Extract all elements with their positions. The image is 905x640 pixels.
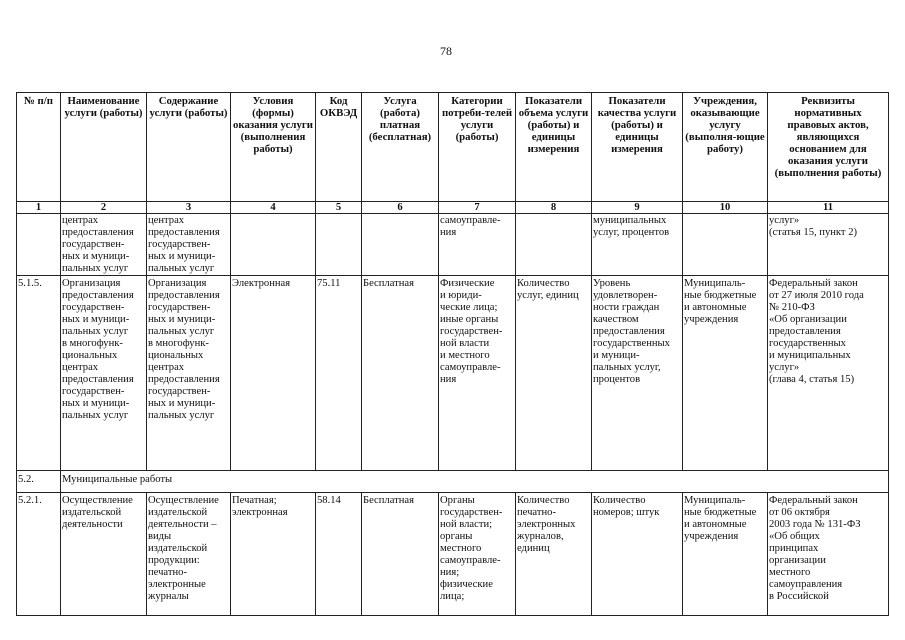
header-cell: Условия (формы) оказания услуги (выполнения работы) [231,93,316,202]
table-cell: 58.14 [316,493,362,616]
table-cell: Уровень удовлетворен- ности граждан качеством предоставления государственных и муници- пальных услуг, процентов [592,276,683,471]
table-cell: Организация предоставления государствен- ных и муници- пальных услуг в многофунк- циональных центрах предоставления государствен- ных и муници- пальных услуг [147,276,231,471]
column-number: 5 [316,202,362,214]
table-cell: 75.11 [316,276,362,471]
table-row [17,493,889,616]
header-cell: № п/п [17,93,61,202]
column-number: 4 [231,202,316,214]
table-cell: Количество номеров; штук [592,493,683,616]
section-row [17,471,889,493]
section-title: Муниципальные работы [61,471,889,493]
table-cell [231,214,316,276]
section-number: 5.2. [17,471,61,493]
header-cell: Показатели качества услуги (работы) и единицы измерения [592,93,683,202]
column-number: 9 [592,202,683,214]
table-cell: Федеральный закон от 27 июля 2010 года № 210-ФЗ «Об организации предоставления государственных и муниципальных услуг» (глава 4, статья 15) [768,276,889,471]
table-cell: Органы государствен- ной власти; органы местного самоуправле- ния; физические лица; [439,493,516,616]
header-cell: Реквизиты нормативных правовых актов, являющихся основанием для оказания услуги (выполнения работы) [768,93,889,202]
header-row [17,93,889,202]
table-cell [683,214,768,276]
header-cell: Наименование услуги (работы) [61,93,147,202]
table-cell: центрах предоставления государствен- ных и муници- пальных услуг [147,214,231,276]
table-cell: Количество печатно- электронных журналов, единиц [516,493,592,616]
services-table [16,92,889,616]
table-cell: центрах предоставления государствен- ных и муници- пальных услуг [61,214,147,276]
table-cell: Осуществление издательской деятельности [61,493,147,616]
table-cell: самоуправле- ния [439,214,516,276]
table-cell: Федеральный закон от 06 октября 2003 года № 131-ФЗ «Об общих принципах организации местного самоуправления в Российской [768,493,889,616]
table-row [17,276,889,471]
page-number: 78 [440,44,452,58]
table-cell: муниципальных услуг, процентов [592,214,683,276]
column-number: 2 [61,202,147,214]
header-cell: Учреждения, оказывающие услугу (выполня-ющие работу) [683,93,768,202]
table-cell: Бесплатная [362,276,439,471]
table-cell: Муниципаль- ные бюджетные и автономные учреждения [683,276,768,471]
row-number: 5.1.5. [17,276,61,471]
table-cell [362,214,439,276]
header-cell: Показатели объема услуги (работы) и единицы измерения [516,93,592,202]
table-cell: Осуществление издательской деятельности – виды издательской продукции: печатно- электронные журналы [147,493,231,616]
column-number: 7 [439,202,516,214]
table-cell [17,214,61,276]
column-number: 8 [516,202,592,214]
column-number: 3 [147,202,231,214]
table-cell: Муниципаль- ные бюджетные и автономные учреждения [683,493,768,616]
table-cell [516,214,592,276]
header-cell: Код ОКВЭД [316,93,362,202]
column-number-row [17,202,889,214]
column-number: 1 [17,202,61,214]
table-cell: услуг» (статья 15, пункт 2) [768,214,889,276]
table-cell: Организация предоставления государствен- ных и муници- пальных услуг в многофунк- циональных центрах предоставления государствен- ных и муници- пальных услуг [61,276,147,471]
table-row [17,214,889,276]
table-cell: Количество услуг, единиц [516,276,592,471]
table-cell: Электронная [231,276,316,471]
header-cell: Содержание услуги (работы) [147,93,231,202]
header-cell: Категории потреби-телей услуги (работы) [439,93,516,202]
table-cell: Печатная; электронная [231,493,316,616]
table-cell [316,214,362,276]
header-cell: Услуга (работа) платная (бесплатная) [362,93,439,202]
table-cell: Физические и юриди- ческие лица; иные органы государствен- ной власти и местного самоуправле- ния [439,276,516,471]
column-number: 10 [683,202,768,214]
table-cell: Бесплатная [362,493,439,616]
column-number: 6 [362,202,439,214]
column-number: 11 [768,202,889,214]
row-number: 5.2.1. [17,493,61,616]
